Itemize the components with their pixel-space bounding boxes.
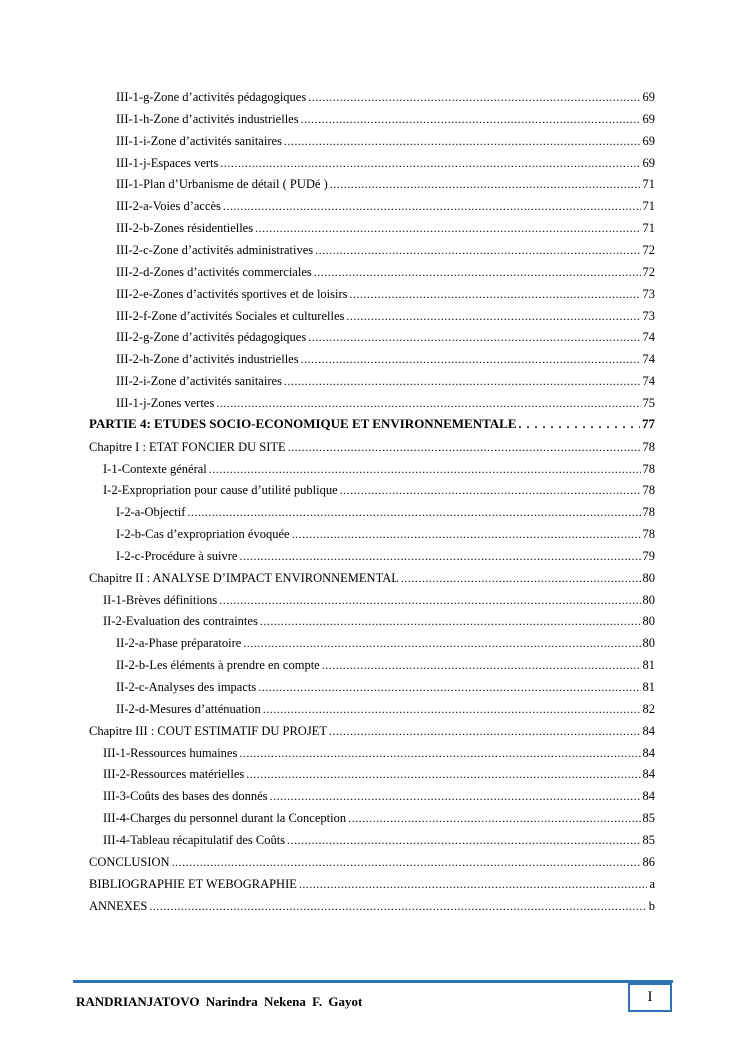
- toc-entry-page: 84: [642, 767, 655, 782]
- toc-entry-label: III-4-Tableau récapitulatif des Coûts: [103, 832, 286, 847]
- toc-entry[interactable]: [116, 329, 655, 345]
- toc-entry[interactable]: [103, 766, 655, 782]
- toc-entry-label: II-2-a-Phase préparatoire: [116, 636, 242, 651]
- toc-leader-dots: [322, 657, 641, 673]
- toc-entry[interactable]: [103, 745, 655, 761]
- toc-leader-dots: [401, 570, 641, 586]
- footer-author: RANDRIANJATOVO Narindra Nekena F. Gayot: [76, 994, 363, 1009]
- toc-entry-page: 86: [642, 854, 655, 869]
- toc-entry-label: III-4-Charges du personnel durant la Conception: [103, 811, 347, 826]
- toc-entry-page: 69: [642, 111, 655, 126]
- toc-leader-dots: [284, 373, 641, 389]
- toc-entry-label: III-2-i-Zone d’activités sanitaires: [116, 374, 282, 389]
- toc-entry-label: I-2-b-Cas d’expropriation évoquée: [116, 527, 290, 541]
- toc-entry[interactable]: [103, 592, 655, 608]
- toc-entry[interactable]: [116, 504, 655, 520]
- toc-entry[interactable]: [103, 810, 655, 826]
- toc-entry-label: Chapitre I : ETAT FONCIER DU SITE: [89, 439, 286, 454]
- toc-entry-label: I-2-Expropriation pour cause d’utilité publique: [103, 483, 338, 498]
- toc-leader-dots: [220, 155, 640, 171]
- toc-entry-label: III-2-a-Voies d’accès: [116, 199, 221, 214]
- toc-entry-page: 74: [642, 374, 655, 389]
- toc-entry-page: 84: [642, 789, 655, 804]
- toc-entry-page: 84: [642, 745, 655, 760]
- toc-entry-label: III-1-j-Espaces verts: [116, 155, 219, 170]
- toc-entry-page: 84: [642, 723, 655, 738]
- toc-entry-label: III-1-Ressources humaines: [103, 745, 238, 760]
- toc-entry-label: III-1-j-Zones vertes: [116, 395, 215, 410]
- toc-entry[interactable]: [89, 570, 655, 586]
- toc-leader-dots: [263, 701, 641, 717]
- toc-leader-dots: [270, 788, 641, 804]
- toc-entry-page: 71: [642, 199, 655, 214]
- toc-leader-dots: [284, 133, 641, 149]
- toc-part-heading[interactable]: [89, 416, 655, 432]
- toc-entry-page: 73: [642, 308, 655, 323]
- toc-entry-label: III-1-Plan d’Urbanisme de détail ( PUDé ): [116, 177, 328, 192]
- toc-entry-page: 78: [642, 483, 655, 498]
- toc-entry-label: III-2-f-Zone d’activités Sociales et culturelles: [116, 308, 345, 323]
- toc-leader-dots: [258, 679, 640, 695]
- toc-entry[interactable]: [89, 854, 655, 870]
- footer-divider: [73, 980, 673, 983]
- toc-entry-page: 80: [642, 614, 655, 629]
- toc-entry[interactable]: [116, 548, 655, 564]
- toc-entry-page: 71: [642, 221, 655, 236]
- toc-leader-dots: [308, 89, 640, 105]
- toc-leader-dots: [315, 242, 640, 258]
- toc-entry[interactable]: [116, 701, 655, 717]
- toc-entry-page: 73: [642, 286, 655, 301]
- toc-entry-label: I-1-Contexte général: [103, 461, 207, 476]
- toc-entry-page: b: [648, 898, 655, 913]
- toc-entry-label: CONCLUSION: [89, 854, 170, 869]
- toc-leader-dots: [216, 395, 640, 411]
- toc-entry-label: II-2-b-Les éléments à prendre en compte: [116, 658, 320, 673]
- toc-entry-page: 78: [642, 527, 655, 541]
- toc-entry-label: III-1-g-Zone d’activités pédagogiques: [116, 90, 307, 104]
- toc-entry-label: III-1-i-Zone d’activités sanitaires: [116, 133, 282, 148]
- toc-entry-label: III-2-d-Zones d’activités commerciales: [116, 264, 312, 279]
- toc-leader-dots: [172, 854, 641, 870]
- toc-entry-label: I-2-c-Procédure à suivre: [116, 548, 238, 563]
- toc-entry-page: a: [649, 876, 655, 891]
- toc-entry-page: 78: [642, 505, 655, 520]
- toc-entry[interactable]: [89, 898, 655, 914]
- toc-leader-dots: [223, 198, 641, 214]
- toc-leader-dots: [329, 723, 641, 739]
- toc-entry[interactable]: [103, 788, 655, 804]
- toc-leader-dots: [348, 810, 640, 826]
- toc-entry[interactable]: [116, 395, 655, 411]
- toc-entry-label: I-2-a-Objectif: [116, 505, 186, 520]
- toc-leader-dots: [301, 111, 641, 127]
- toc-leader-dots: [301, 351, 641, 367]
- toc-entry[interactable]: [89, 876, 655, 892]
- toc-entry-page: 78: [642, 439, 655, 454]
- toc-entry[interactable]: [89, 723, 655, 739]
- toc-entry[interactable]: [116, 198, 655, 214]
- toc-entry-label: II-2-Evaluation des contraintes: [103, 614, 258, 629]
- toc-leader-dots: [292, 526, 641, 542]
- toc-entry[interactable]: [116, 133, 655, 149]
- toc-entry-page: 81: [642, 658, 655, 673]
- toc-entry[interactable]: [116, 176, 655, 192]
- toc-entry-page: 72: [642, 264, 655, 279]
- toc-entry[interactable]: [116, 308, 655, 324]
- toc-entry-label: III-2-e-Zones d’activités sportives et de loisirs: [116, 286, 348, 301]
- toc-leader-dots: [149, 898, 646, 914]
- toc-leader-dots: [330, 176, 641, 192]
- toc-entry-page: 69: [642, 155, 655, 170]
- toc-leader-dots: [346, 308, 640, 324]
- toc-entry-page: 81: [642, 680, 655, 694]
- toc-leader-dots: [350, 286, 641, 302]
- toc-entry[interactable]: [116, 351, 655, 367]
- toc-leader-dots: [243, 635, 640, 651]
- toc-entry-page: 82: [642, 701, 655, 716]
- toc-entry-page: 85: [642, 811, 655, 826]
- toc-entry[interactable]: [103, 613, 655, 629]
- toc-leader-dots: [239, 548, 640, 564]
- toc-entry-page: 77: [642, 415, 655, 431]
- toc-entry[interactable]: [116, 526, 655, 542]
- toc-entry[interactable]: [116, 242, 655, 258]
- toc-entry-page: 72: [642, 243, 655, 257]
- toc-entry-page: 74: [642, 330, 655, 345]
- toc-entry-page: 75: [642, 395, 655, 410]
- toc-entry-label: ANNEXES: [89, 898, 148, 913]
- toc-entry-label: Chapitre III : COUT ESTIMATIF DU PROJET: [89, 723, 327, 738]
- toc-entry-label: III-2-h-Zone d’activités industrielles: [116, 352, 299, 367]
- toc-entry-label: III-2-b-Zones résidentielles: [116, 221, 254, 236]
- page-number: I: [647, 989, 653, 1005]
- toc-leader-dots: [340, 482, 641, 498]
- toc-entry-label: III-2-c-Zone d’activités administratives: [116, 243, 314, 257]
- toc-entry-page: 80: [642, 570, 655, 585]
- toc-leader-dots: [260, 613, 641, 629]
- page-number-box: [628, 983, 672, 1012]
- toc-entry[interactable]: [116, 264, 655, 280]
- toc-entry-label: II-2-c-Analyses des impacts: [116, 680, 257, 694]
- toc-entry[interactable]: [103, 461, 655, 477]
- toc-entry-label: II-1-Brèves définitions: [103, 592, 218, 607]
- toc-entry-label: III-3-Coûts des bases des donnés: [103, 789, 268, 804]
- toc-leader-dots: [246, 766, 640, 782]
- toc-leader-dots: [239, 745, 640, 761]
- toc-leader-dots: [288, 439, 641, 455]
- toc-entry-label: III-2-Ressources matérielles: [103, 767, 245, 782]
- toc-entry-page: 69: [642, 90, 655, 104]
- toc-entry[interactable]: [116, 679, 655, 695]
- toc-entry-page: 80: [642, 636, 655, 651]
- toc-entry[interactable]: [103, 482, 655, 498]
- toc-entry-page: 85: [642, 832, 655, 847]
- toc-entry-page: 69: [642, 133, 655, 148]
- toc-entry-page: 80: [642, 592, 655, 607]
- toc-leader-dots: [187, 504, 640, 520]
- toc-leader-dots: [314, 264, 641, 280]
- toc-entry-label: II-2-d-Mesures d’atténuation: [116, 701, 261, 716]
- toc-entry[interactable]: [116, 373, 655, 389]
- toc-entry[interactable]: [116, 155, 655, 171]
- toc-entry-page: 74: [642, 352, 655, 367]
- toc-leader-dots: [255, 220, 640, 236]
- toc-entry[interactable]: [116, 89, 655, 105]
- toc-leader-dots: [519, 416, 640, 432]
- toc-entry-label: PARTIE 4: ETUDES SOCIO-ECONOMIQUE ET ENVIRONNEMENTALE: [89, 415, 517, 431]
- toc-entry-label: III-1-h-Zone d’activités industrielles: [116, 111, 299, 126]
- toc-leader-dots: [299, 876, 648, 892]
- toc-entry-label: III-2-g-Zone d’activités pédagogiques: [116, 330, 307, 345]
- toc-entry-label: BIBLIOGRAPHIE ET WEBOGRAPHIE: [89, 876, 297, 891]
- toc-entry-page: 78: [642, 461, 655, 476]
- toc-leader-dots: [209, 461, 641, 477]
- toc-entry[interactable]: [103, 832, 655, 848]
- toc-entry[interactable]: [116, 657, 655, 673]
- toc-entry[interactable]: [116, 286, 655, 302]
- toc-entry-label: Chapitre II : ANALYSE D’IMPACT ENVIRONNEMENTAL: [89, 570, 399, 585]
- toc-leader-dots: [287, 832, 640, 848]
- toc-entry[interactable]: [89, 439, 655, 455]
- toc-entry[interactable]: [116, 635, 655, 651]
- toc-entry[interactable]: [116, 220, 655, 236]
- toc-entry[interactable]: [116, 111, 655, 127]
- toc-leader-dots: [219, 592, 640, 608]
- toc-leader-dots: [308, 329, 640, 345]
- toc-entry-page: 79: [642, 548, 655, 563]
- toc-entry-page: 71: [642, 177, 655, 192]
